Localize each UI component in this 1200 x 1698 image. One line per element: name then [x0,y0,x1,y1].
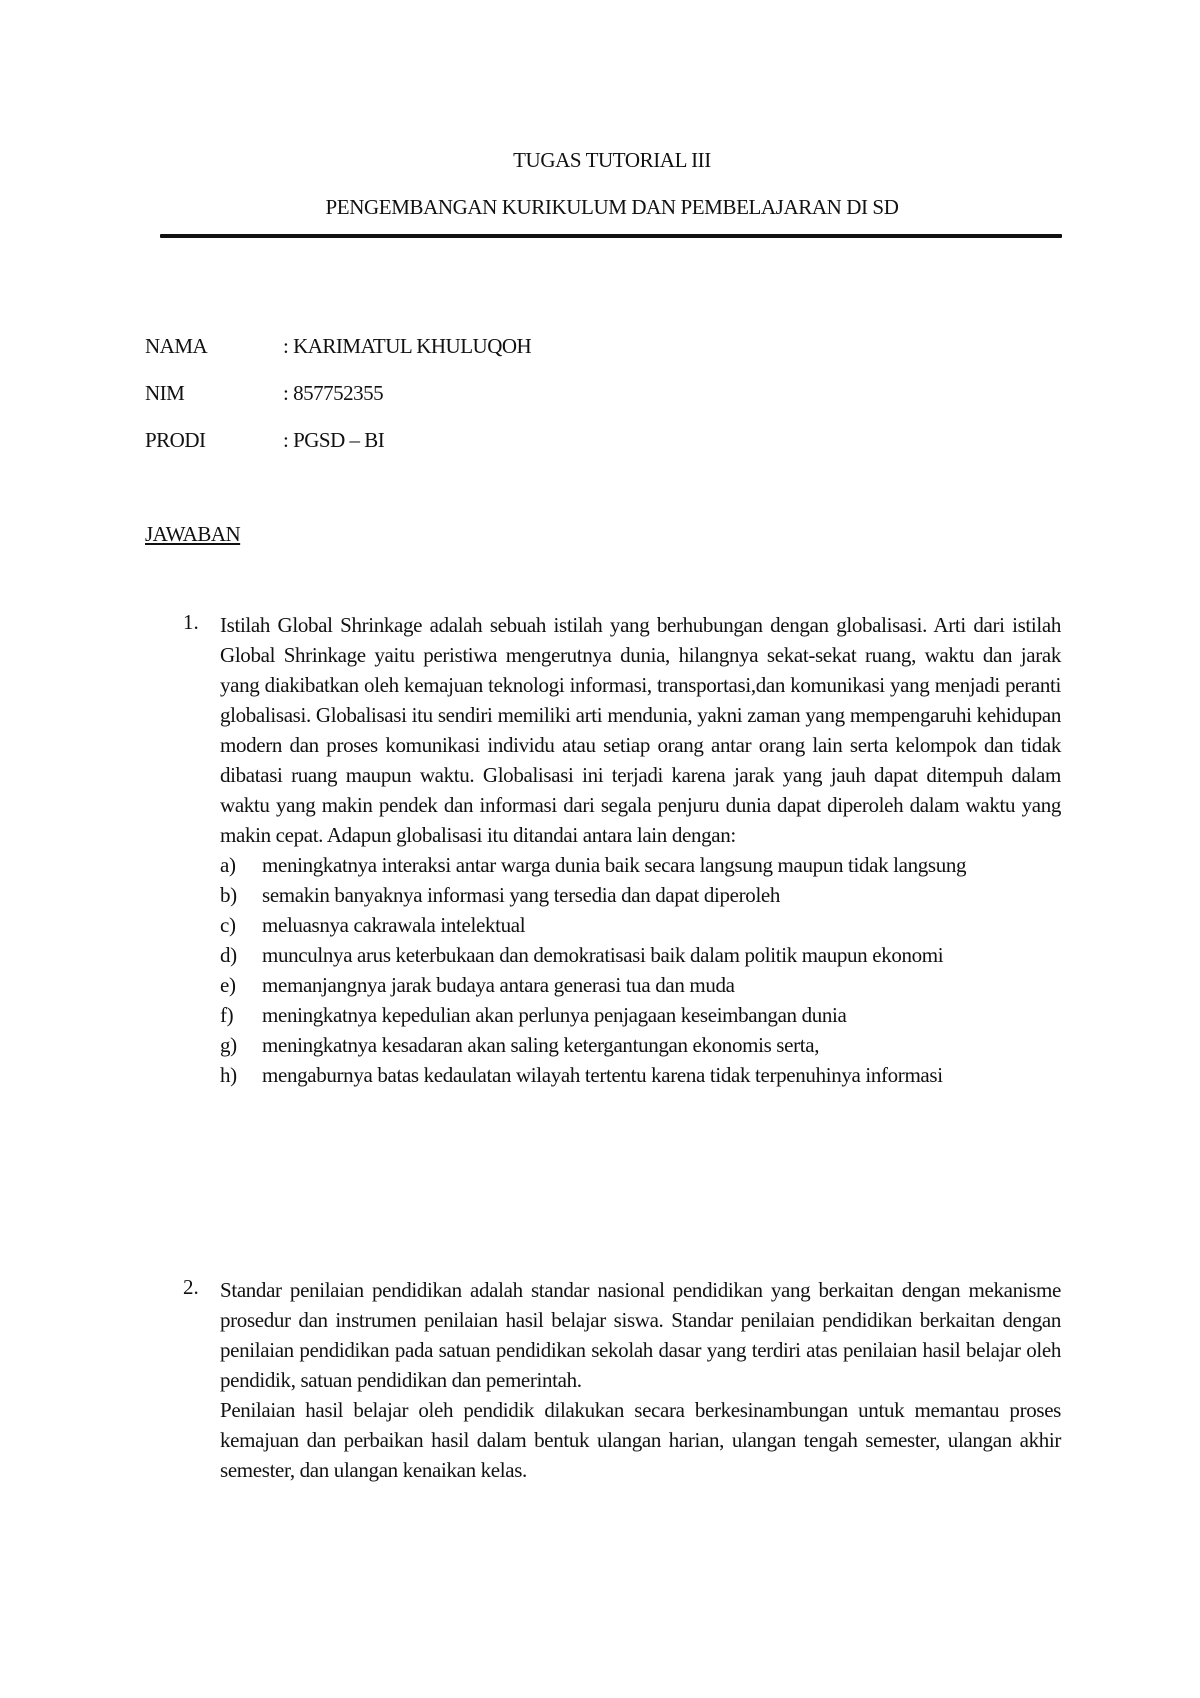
list-item-letter: e) [220,973,236,997]
prodi-label: PRODI [145,428,206,452]
list-item [220,1030,1061,1060]
list-item-text: munculnya arus keterbukaan dan demokratisasi baik dalam politik maupun ekonomi [262,943,944,967]
list-item-text: meningkatnya kesadaran akan saling ketergantungan ekonomis serta, [262,1033,820,1057]
list-item [220,910,1061,940]
answer-number: 1. [183,610,199,634]
nim-value: : 857752355 [283,381,384,405]
list-item [220,850,1061,880]
nim-label: NIM [145,381,185,405]
answers-heading: JAWABAN [145,522,241,546]
answer-body [220,610,1061,1090]
document-title: TUGAS TUTORIAL III [513,148,711,172]
header-divider [160,234,1062,238]
list-item-letter: a) [220,853,236,877]
nama-label: NAMA [145,334,208,358]
list-item-letter: c) [220,913,236,937]
list-item-text: mengaburnya batas kedaulatan wilayah tertentu karena tidak terpenuhinya informasi [262,1063,943,1087]
list-item-letter: g) [220,1033,237,1057]
list-item-text: meningkatnya kepedulian akan perlunya penjagaan keseimbangan dunia [262,1003,847,1027]
list-item-text: meningkatnya interaksi antar warga dunia baik secara langsung maupun tidak langsung [262,853,967,877]
nama-value: : KARIMATUL KHULUQOH [283,334,532,358]
list-item-letter: d) [220,943,237,967]
list-item [220,880,1061,910]
list-item-letter: f) [220,1003,234,1027]
answer-number: 2. [183,1275,199,1299]
answer-intro: Istilah Global Shrinkage adalah sebuah istilah yang berhubungan dengan globalisasi. Arti dari istilah Global Shrinkage yaitu peristiwa mengerutnya dunia, hilangnya sekat-sekat ruang, waktu dan jarak yang diakibatkan oleh kemajuan teknologi informasi, transportasi,dan komunikasi yang menjadi peranti globalisasi. Globalisasi itu sendiri memiliki arti mendunia, yakni zaman yang mempengaruhi kehidupan modern dan proses komunikasi individu atau setiap orang antar orang lain serta kelompok dan tidak dibatasi ruang maupun waktu. Globalisasi ini terjadi karena jarak yang jauh dapat ditempuh dalam waktu yang makin pendek dan informasi dari segala penjuru dunia dapat diperoleh dalam waktu yang makin cepat. Adapun globalisasi itu ditandai antara lain dengan: [220,613,1061,847]
list-item-text: meluasnya cakrawala intelektual [262,913,526,937]
prodi-value: : PGSD – BI [283,428,385,452]
list-item-text: memanjangnya jarak budaya antara generasi tua dan muda [262,973,735,997]
list-item [220,970,1061,1000]
characteristics-list [220,850,1061,1090]
list-item [220,1000,1061,1030]
list-item [220,1060,1061,1090]
list-item [220,940,1061,970]
list-item-letter: b) [220,883,237,907]
list-item-text: semakin banyaknya informasi yang tersedia dan dapat diperoleh [262,883,781,907]
answer-paragraph: Penilaian hasil belajar oleh pendidik dilakukan secara berkesinambungan untuk memantau proses kemajuan dan perbaikan hasil dalam bentuk ulangan harian, ulangan tengah semester, ulangan akhir semester, dan ulangan kenaikan kelas. [220,1398,1061,1482]
document-subtitle: PENGEMBANGAN KURIKULUM DAN PEMBELAJARAN DI SD [325,195,899,219]
list-item-letter: h) [220,1063,237,1087]
answer-body [220,1275,1061,1485]
answer-paragraph: Standar penilaian pendidikan adalah standar nasional pendidikan yang berkaitan dengan mekanisme prosedur dan instrumen penilaian hasil belajar siswa. Standar penilaian pendidikan berkaitan dengan penilaian pendidikan pada satuan pendidikan sekolah dasar yang terdiri atas penilaian hasil belajar oleh pendidik, satuan pendidikan dan pemerintah. [220,1278,1061,1392]
